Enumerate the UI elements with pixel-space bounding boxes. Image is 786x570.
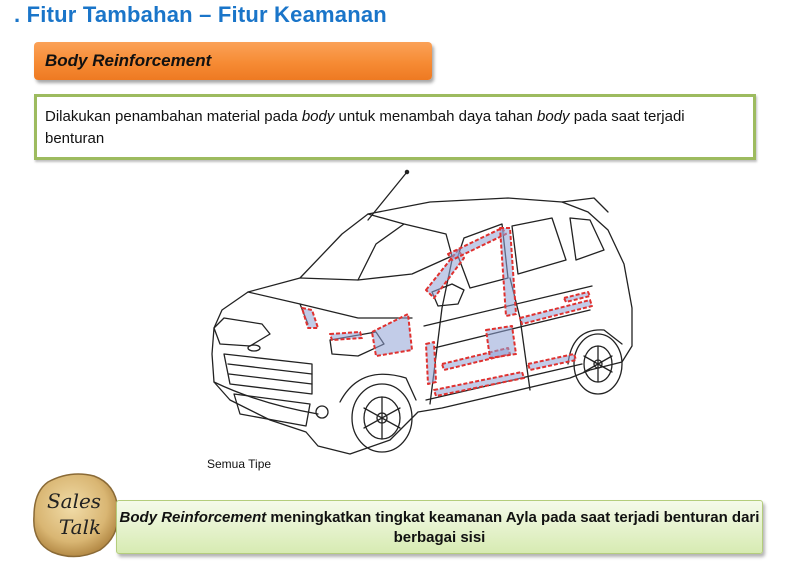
figure-caption: Semua Tipe [207,457,272,471]
description-part-1: Dilakukan penambahan material pada [45,108,302,125]
car-body-outline [212,198,632,454]
description-part-2: untuk menambah daya tahan [334,108,538,125]
reinforcement-hood-left [302,308,318,328]
section-title: Body Reinforcement [45,51,212,70]
description-text [45,106,745,150]
sales-talk-box [116,500,763,554]
reinforcement-fender-rail [372,314,412,356]
badge-line-1: Sales [46,489,102,513]
description-italic-1: body [301,108,335,125]
car-illustration [190,168,650,468]
reinforcement-b-pillar-lower [486,326,516,358]
page-title: . Fitur Tambahan – Fitur Keamanan [14,2,387,27]
reinforcement-hood-top [330,332,362,340]
reinforcement-hinge-pillar [426,342,436,384]
section-header [34,42,432,80]
sales-talk-italic: Body Reinforcement [119,509,267,526]
sales-talk-text [117,508,762,548]
description-part-3: pada saat terjadi benturan [45,108,685,147]
description-box [34,94,756,160]
badge-line-2: Talk [58,515,102,539]
sales-talk-badge [30,470,122,558]
description-italic-2: body [537,108,570,125]
sales-talk-rest: meningkatkan tingkat keamanan Ayla pada saat terjadi benturan dari berbagai sisi [266,509,760,546]
